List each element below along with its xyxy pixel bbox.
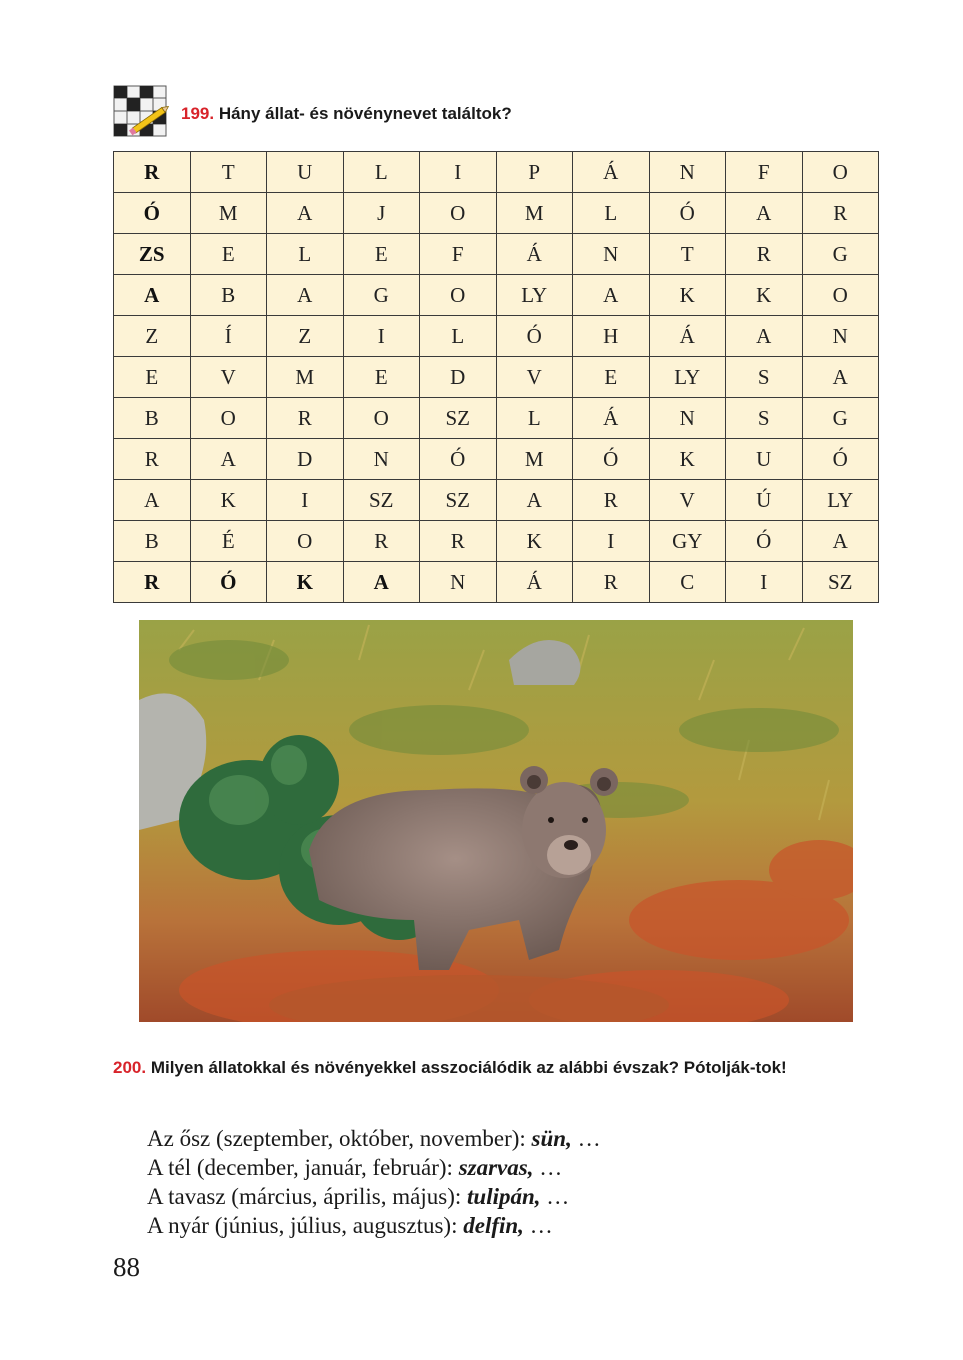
grid-cell: B xyxy=(114,398,191,439)
grid-cell: L xyxy=(496,398,573,439)
grid-cell: SZ xyxy=(802,562,879,603)
grid-cell: B xyxy=(190,275,267,316)
grid-cell: GY xyxy=(649,521,726,562)
grid-cell: N xyxy=(649,398,726,439)
season-ellipsis: … xyxy=(577,1126,601,1151)
grid-cell: Z xyxy=(267,316,344,357)
exercise-199-title xyxy=(181,104,512,124)
season-list xyxy=(147,1124,601,1240)
grid-cell: U xyxy=(726,439,803,480)
grid-cell: F xyxy=(420,234,497,275)
word-search-grid xyxy=(113,151,879,603)
grid-cell: N xyxy=(573,234,650,275)
grid-cell: O xyxy=(802,275,879,316)
grid-row xyxy=(114,275,879,316)
grid-cell: L xyxy=(573,193,650,234)
grid-cell: LY xyxy=(802,480,879,521)
grid-row xyxy=(114,357,879,398)
grid-cell: N xyxy=(420,562,497,603)
season-label: A tavasz (március, április, május): xyxy=(147,1184,462,1209)
exercise-number: 199. xyxy=(181,104,215,123)
season-example: szarvas, xyxy=(458,1155,534,1180)
exercise-text: Hány állat- és növénynevet találtok? xyxy=(218,104,512,123)
grid-cell: V xyxy=(496,357,573,398)
grid-cell: A xyxy=(267,193,344,234)
grid-cell: A xyxy=(802,357,879,398)
grid-cell: M xyxy=(496,439,573,480)
grid-cell: E xyxy=(343,234,420,275)
grid-cell: Á xyxy=(573,152,650,193)
grid-cell: T xyxy=(649,234,726,275)
grid-cell: O xyxy=(420,193,497,234)
grid-cell: A xyxy=(496,480,573,521)
grid-cell: M xyxy=(190,193,267,234)
grid-cell: D xyxy=(267,439,344,480)
grid-cell: T xyxy=(190,152,267,193)
season-line-autumn xyxy=(147,1124,601,1153)
grid-cell: SZ xyxy=(343,480,420,521)
grid-cell: Á xyxy=(496,234,573,275)
brown-bear-photo xyxy=(139,620,853,1022)
grid-cell: K xyxy=(649,439,726,480)
grid-cell: A xyxy=(343,562,420,603)
exercise-number: 200. xyxy=(113,1058,147,1077)
grid-cell: R xyxy=(802,193,879,234)
grid-cell: ZS xyxy=(114,234,191,275)
grid-cell: E xyxy=(343,357,420,398)
grid-cell: É xyxy=(190,521,267,562)
grid-cell: G xyxy=(802,234,879,275)
grid-cell: L xyxy=(267,234,344,275)
grid-cell: A xyxy=(267,275,344,316)
grid-cell: R xyxy=(267,398,344,439)
grid-cell: R xyxy=(726,234,803,275)
season-ellipsis: … xyxy=(546,1184,570,1209)
grid-cell: Z xyxy=(114,316,191,357)
grid-cell: L xyxy=(343,152,420,193)
grid-cell: A xyxy=(726,316,803,357)
season-label: Az ősz (szeptember, október, november): xyxy=(147,1126,526,1151)
grid-cell: F xyxy=(726,152,803,193)
grid-cell: Ú xyxy=(726,480,803,521)
grid-row xyxy=(114,562,879,603)
grid-cell: S xyxy=(726,357,803,398)
grid-cell: R xyxy=(114,562,191,603)
grid-cell: D xyxy=(420,357,497,398)
grid-cell: R xyxy=(114,439,191,480)
grid-row xyxy=(114,398,879,439)
grid-cell: A xyxy=(573,275,650,316)
grid-cell: SZ xyxy=(420,398,497,439)
grid-cell: LY xyxy=(649,357,726,398)
grid-cell: Ó xyxy=(114,193,191,234)
grid-cell: A xyxy=(114,480,191,521)
grid-cell: I xyxy=(343,316,420,357)
grid-cell: S xyxy=(726,398,803,439)
grid-cell: V xyxy=(649,480,726,521)
grid-cell: N xyxy=(802,316,879,357)
grid-cell: I xyxy=(573,521,650,562)
grid-cell: K xyxy=(496,521,573,562)
grid-row xyxy=(114,480,879,521)
season-example: delfin, xyxy=(463,1213,524,1238)
grid-cell: K xyxy=(267,562,344,603)
grid-cell: Ó xyxy=(420,439,497,480)
grid-cell: K xyxy=(726,275,803,316)
grid-cell: Ó xyxy=(496,316,573,357)
grid-cell: K xyxy=(649,275,726,316)
grid-cell: L xyxy=(420,316,497,357)
grid-cell: K xyxy=(190,480,267,521)
grid-cell: G xyxy=(802,398,879,439)
grid-cell: Í xyxy=(190,316,267,357)
page-number: 88 xyxy=(113,1252,140,1282)
grid-cell: G xyxy=(343,275,420,316)
grid-cell: Ó xyxy=(573,439,650,480)
grid-cell: Á xyxy=(496,562,573,603)
season-ellipsis: … xyxy=(539,1155,563,1180)
grid-cell: C xyxy=(649,562,726,603)
grid-cell: A xyxy=(802,521,879,562)
crossword-pencil-icon xyxy=(112,84,172,140)
grid-cell: LY xyxy=(496,275,573,316)
grid-cell: V xyxy=(190,357,267,398)
season-label: A nyár (június, július, augusztus): xyxy=(147,1213,458,1238)
grid-cell: A xyxy=(190,439,267,480)
grid-cell: N xyxy=(649,152,726,193)
grid-row xyxy=(114,193,879,234)
exercise-text: Milyen állatokkal és növényekkel asszociálódik az alábbi évszak? Pótolják-tok! xyxy=(150,1058,787,1077)
grid-cell: E xyxy=(190,234,267,275)
grid-cell: Á xyxy=(649,316,726,357)
grid-cell: O xyxy=(420,275,497,316)
grid-cell: B xyxy=(114,521,191,562)
grid-cell: U xyxy=(267,152,344,193)
season-line-spring xyxy=(147,1182,601,1211)
grid-cell: N xyxy=(343,439,420,480)
grid-cell: I xyxy=(267,480,344,521)
season-line-winter xyxy=(147,1153,601,1182)
grid-cell: E xyxy=(114,357,191,398)
grid-cell: M xyxy=(496,193,573,234)
grid-cell: A xyxy=(726,193,803,234)
season-ellipsis: … xyxy=(529,1213,553,1238)
grid-cell: SZ xyxy=(420,480,497,521)
grid-cell: P xyxy=(496,152,573,193)
grid-row xyxy=(114,234,879,275)
season-line-summer xyxy=(147,1211,601,1240)
grid-row xyxy=(114,439,879,480)
grid-cell: I xyxy=(420,152,497,193)
grid-cell: M xyxy=(267,357,344,398)
grid-cell: Ó xyxy=(726,521,803,562)
season-example: tulipán, xyxy=(467,1184,541,1209)
grid-cell: R xyxy=(343,521,420,562)
grid-cell: O xyxy=(267,521,344,562)
grid-cell: O xyxy=(190,398,267,439)
grid-cell: O xyxy=(343,398,420,439)
grid-cell: R xyxy=(573,562,650,603)
grid-cell: I xyxy=(726,562,803,603)
season-example: sün, xyxy=(531,1126,572,1151)
grid-cell: J xyxy=(343,193,420,234)
grid-cell: R xyxy=(420,521,497,562)
grid-cell: E xyxy=(573,357,650,398)
grid-cell: Ó xyxy=(190,562,267,603)
grid-cell: Á xyxy=(573,398,650,439)
grid-row xyxy=(114,521,879,562)
grid-cell: R xyxy=(114,152,191,193)
exercise-200-title xyxy=(113,1056,881,1080)
grid-row xyxy=(114,152,879,193)
grid-cell: Ó xyxy=(802,439,879,480)
grid-cell: Ó xyxy=(649,193,726,234)
grid-cell: O xyxy=(802,152,879,193)
season-label: A tél (december, január, február): xyxy=(147,1155,453,1180)
grid-cell: R xyxy=(573,480,650,521)
grid-cell: A xyxy=(114,275,191,316)
grid-cell: H xyxy=(573,316,650,357)
grid-row xyxy=(114,316,879,357)
